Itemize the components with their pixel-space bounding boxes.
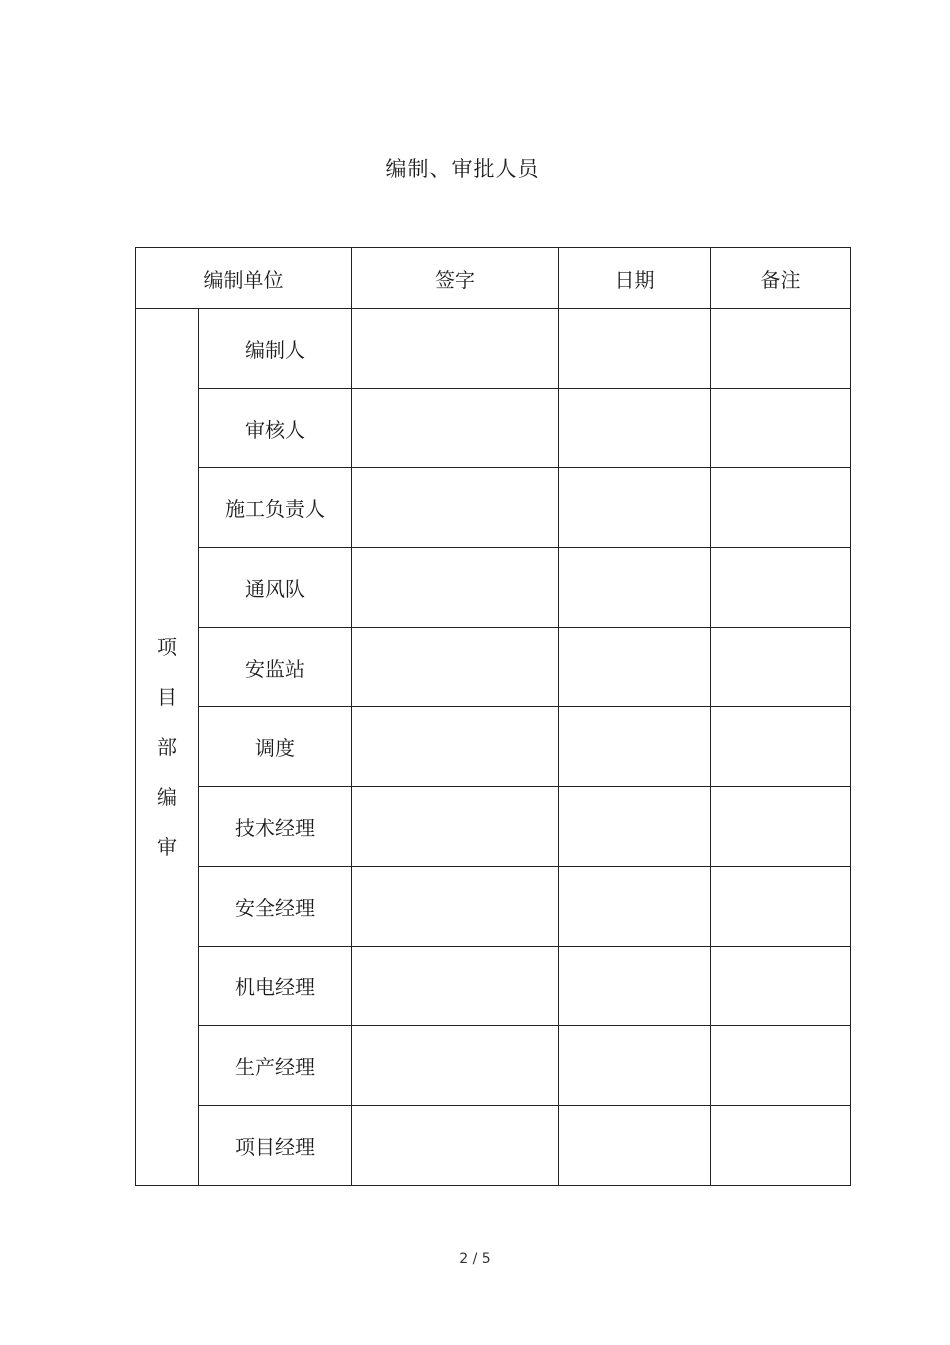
role-cell: 施工负责人	[199, 468, 352, 548]
group-label-char: 审	[157, 834, 177, 859]
group-label-cell	[136, 309, 199, 1186]
table-row	[136, 707, 851, 787]
role-cell: 审核人	[199, 388, 352, 468]
signature-cell[interactable]	[352, 388, 559, 468]
signature-cell[interactable]	[352, 548, 559, 628]
table-row	[136, 866, 851, 946]
date-cell[interactable]	[559, 388, 711, 468]
date-cell[interactable]	[559, 1026, 711, 1106]
remark-cell[interactable]	[711, 866, 851, 946]
role-cell: 生产经理	[199, 1026, 352, 1106]
signature-cell[interactable]	[352, 468, 559, 548]
header-date: 日期	[559, 248, 711, 309]
remark-cell[interactable]	[711, 468, 851, 548]
group-label-char: 部	[157, 734, 177, 759]
table-row	[136, 468, 851, 548]
table-row	[136, 627, 851, 707]
role-cell: 安全经理	[199, 866, 352, 946]
page-number: 2 / 5	[459, 1251, 491, 1267]
table-header-row	[136, 248, 851, 309]
signature-cell[interactable]	[352, 787, 559, 867]
group-label-char: 目	[157, 684, 177, 709]
remark-cell[interactable]	[711, 707, 851, 787]
table-row	[136, 1105, 851, 1185]
date-cell[interactable]	[559, 1105, 711, 1185]
header-unit: 编制单位	[136, 248, 352, 309]
date-cell[interactable]	[559, 946, 711, 1026]
table-row	[136, 388, 851, 468]
signature-cell[interactable]	[352, 946, 559, 1026]
header-remark: 备注	[711, 248, 851, 309]
role-cell: 编制人	[199, 309, 352, 389]
remark-cell[interactable]	[711, 627, 851, 707]
remark-cell[interactable]	[711, 388, 851, 468]
remark-cell[interactable]	[711, 1026, 851, 1106]
signature-cell[interactable]	[352, 866, 559, 946]
date-cell[interactable]	[559, 707, 711, 787]
date-cell[interactable]	[559, 627, 711, 707]
date-cell[interactable]	[559, 548, 711, 628]
table-body	[136, 309, 851, 1186]
remark-cell[interactable]	[711, 787, 851, 867]
signature-cell[interactable]	[352, 707, 559, 787]
role-cell: 项目经理	[199, 1105, 352, 1185]
role-cell: 调度	[199, 707, 352, 787]
remark-cell[interactable]	[711, 1105, 851, 1185]
remark-cell[interactable]	[711, 309, 851, 389]
date-cell[interactable]	[559, 787, 711, 867]
page-title: 编制、审批人员	[385, 157, 540, 181]
signature-cell[interactable]	[352, 309, 559, 389]
signature-cell[interactable]	[352, 1026, 559, 1106]
date-cell[interactable]	[559, 866, 711, 946]
role-cell: 技术经理	[199, 787, 352, 867]
remark-cell[interactable]	[711, 946, 851, 1026]
table-row	[136, 548, 851, 628]
role-cell: 安监站	[199, 627, 352, 707]
signature-cell[interactable]	[352, 1105, 559, 1185]
approval-table	[135, 247, 851, 1186]
signature-cell[interactable]	[352, 627, 559, 707]
table-row	[136, 787, 851, 867]
role-cell: 机电经理	[199, 946, 352, 1026]
date-cell[interactable]	[559, 468, 711, 548]
group-label-char: 项	[157, 634, 177, 659]
table-row	[136, 309, 851, 389]
date-cell[interactable]	[559, 309, 711, 389]
remark-cell[interactable]	[711, 548, 851, 628]
role-cell: 通风队	[199, 548, 352, 628]
group-label-char: 编	[157, 784, 177, 809]
header-signature: 签字	[352, 248, 559, 309]
table-row	[136, 1026, 851, 1106]
table-row	[136, 946, 851, 1026]
